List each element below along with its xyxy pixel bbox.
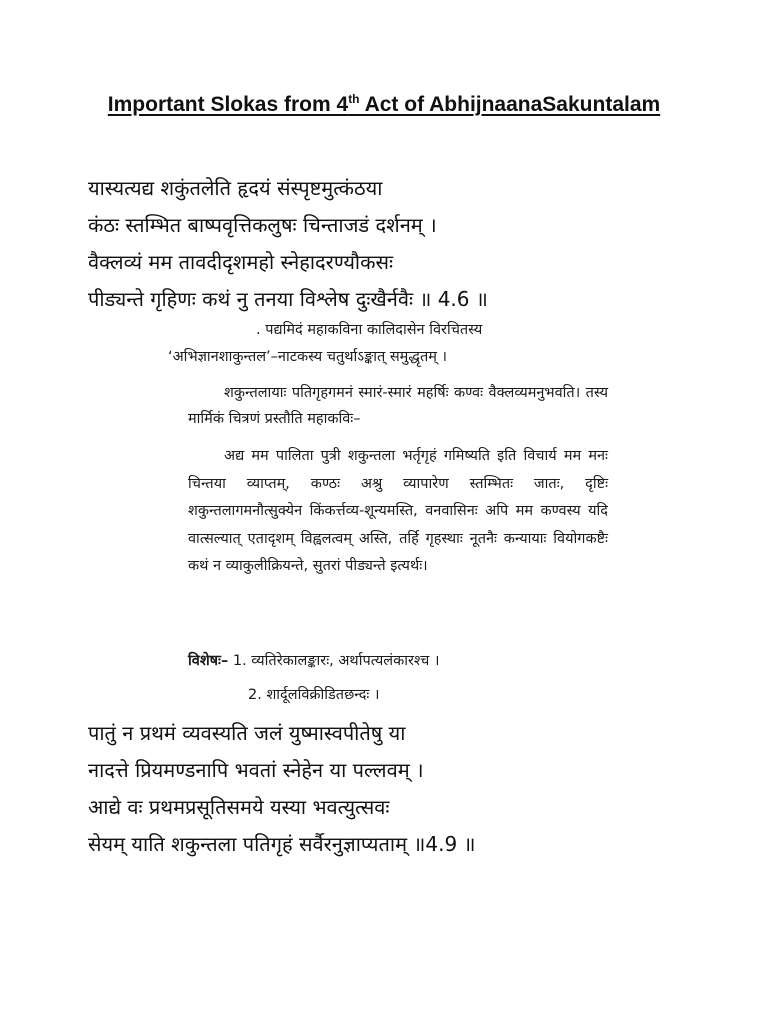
vishesha-item-1: 1. व्यतिरेकालङ्कारः, अर्थापत्यलंकारश्च । <box>228 653 440 669</box>
commentary-meaning: अद्य मम पालिता पुत्री शकुन्तला भर्तृगृहं गमिष्यति इति विचार्य मम मनः चिन्तया व्याप्तम्, कण्ठः अश्रु व्यापारेण स्तम्भितः जातः, दृष्टिः शकुन्तलागमनौत्सुक्येन किंकर्त्तव्य-शून्यमस्ति, वनवासिनः अपि मम कण्वस्य यदि वात्सल्यात् एतादृशम् विह्वलत्वम् अस्ति, तर्हि गृहस्थाः नूतनैः कन्यायाः वियोगकष्टैः कथं न व्याकुलीक्रियन्ते, सुतरां पीड्यन्ते इत्यर्थः। <box>188 448 608 574</box>
title-text-rest: Act of AbhijnaanaSakuntalam <box>359 93 661 116</box>
sloka-line: पीड्यन्ते गृहिणः कथं नु तनया विश्लेष दुःखैर्नवैः ॥ 4.6 ॥ <box>88 287 488 311</box>
vishesha-label: विशेषः– <box>188 653 229 669</box>
title-text: Important Slokas from 4 <box>107 93 349 116</box>
sloka-line: सेयम् याति शकुन्तला पतिगृहं सर्वैरनुज्ञाप्यताम् ॥4.9 ॥ <box>88 832 476 856</box>
sloka-4-9 <box>88 715 476 863</box>
sloka-line: कंठः स्तम्भित बाष्पवृत्तिकलुषः चिन्ताजडं दर्शनम् । <box>88 213 437 237</box>
sloka-line: पातुं न प्रथमं व्यवस्यति जलं युष्मास्वपीतेषु या <box>88 721 406 745</box>
page-title <box>0 92 768 117</box>
sloka-line: आद्ये वः प्रथमप्रसूतिसमये यस्या भवत्युत्सवः <box>88 795 390 819</box>
sloka-4-6 <box>88 170 488 318</box>
sloka-line: वैक्लव्यं मम तावदीदृशमहो स्नेहादरण्यौकसः <box>88 250 394 274</box>
sloka-line: यास्यत्यद्य शकुंतलेति हृदयं संस्पृष्टमुत्कंठया <box>88 176 383 200</box>
title-superscript: th <box>348 92 360 106</box>
vishesha-line-1 <box>188 650 608 672</box>
commentary-intro-line: ‘अभिज्ञानशाकुन्तल’–नाटकस्य चतुर्थाऽङ्कात् समुद्धृतम् । <box>168 349 447 365</box>
sloka-line: नादत्ते प्रियमण्डनापि भवतां स्नेहेन या पल्लवम् । <box>88 758 424 782</box>
commentary-intro <box>168 317 616 371</box>
commentary-intro-line: . पद्यमिदं महाकविना कालिदासेन विरचितस्य <box>256 322 483 338</box>
vishesha-item-2: 2. शार्दूलविक्रीडितछन्दः । <box>248 687 380 703</box>
commentary-context: शकुन्तलायाः पतिगृहगमनं स्मारं-स्मारं महर्षिः कण्वः वैक्लव्यमनुभवति। तस्य मार्मिकं चित्रणं प्रस्तौति महाकविः– <box>188 385 608 427</box>
